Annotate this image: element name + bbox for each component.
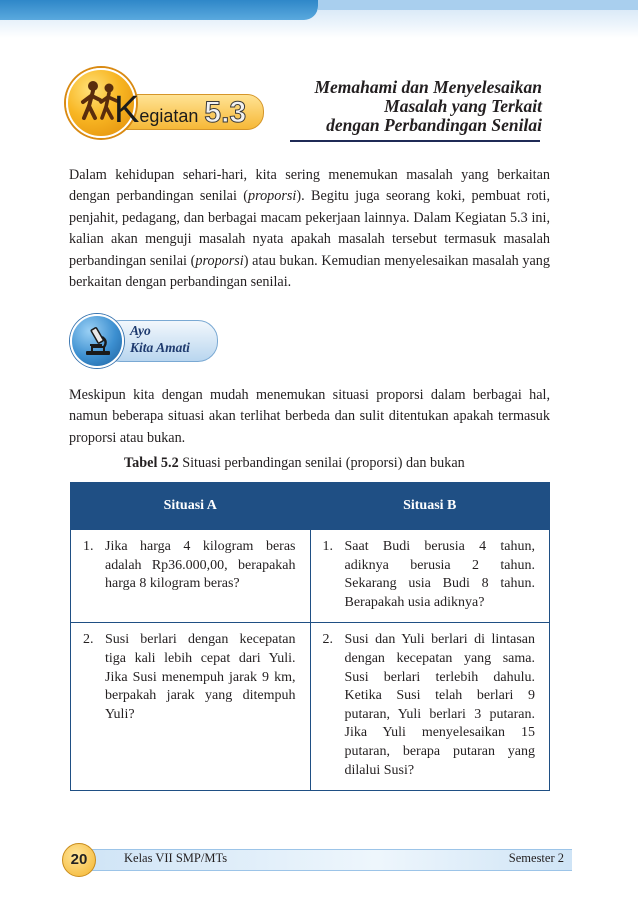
ayo-label: [130, 322, 190, 356]
title-underline: [290, 140, 540, 142]
ayo-label-line-2: Kita Amati: [130, 340, 190, 355]
ayo-badge-circle: [70, 314, 124, 368]
microscope-icon: [82, 325, 114, 362]
cell-situasi-b: [310, 623, 550, 791]
observe-paragraph: Meskipun kita dengan mudah menemukan situasi proporsi dalam berbagai hal, namun beberapa situasi akan terlihat berbeda dan sulit ditentukan apakah termasuk proporsi atau bukan.: [69, 387, 550, 446]
header-situasi-a: Situasi A: [71, 483, 311, 530]
top-strip-decoration: [318, 0, 638, 10]
intro-italic-2: proporsi: [195, 252, 244, 269]
intro-text-1: Dalam kehidupan sehari-hari, kita sering menemukan masalah yang berkaitan dengan perbandingan senilai (: [69, 167, 550, 205]
item-text: Saat Budi berusia 4 tahun, adiknya berusia 2 tahun. Sekarang usia Budi 8 tahun. Berapakah usia adiknya?: [344, 539, 535, 610]
table-header-row: [71, 483, 550, 530]
footer-semester: Semester 2: [508, 851, 564, 865]
kegiatan-letter: K: [114, 89, 140, 131]
kegiatan-label: [114, 88, 246, 132]
intro-italic-1: proporsi: [248, 188, 297, 205]
item-number: 1.: [322, 539, 333, 554]
section-title-line-1: Memahami dan Menyelesaikan: [314, 77, 542, 97]
section-title: [314, 78, 542, 135]
top-tab-decoration: [0, 0, 318, 20]
header-situasi-b: Situasi B: [310, 483, 550, 530]
table-caption: [124, 455, 465, 472]
kegiatan-word: egiatan: [139, 106, 199, 126]
page-footer: [62, 843, 572, 873]
table-row: [71, 623, 550, 791]
table-caption-text: Situasi perbandingan senilai (proporsi) dan bukan: [178, 455, 465, 471]
cell-situasi-a: [71, 530, 311, 623]
kegiatan-number: 5.3: [204, 96, 247, 129]
item-text: Susi berlari dengan kecepatan tiga kali lebih cepat dari Yuli. Jika Susi menempuh jarak 9 km, berpakah jarak yang ditempuh Yuli?: [105, 632, 296, 722]
item-number: 2.: [322, 632, 333, 648]
intro-text-3: ) atau bukan. Kemudian menyelesaikan masalah yang berkaitan dengan perbandingan senilai.: [69, 252, 550, 291]
section-title-line-2: Masalah yang Terkait: [384, 96, 542, 116]
ayo-label-line-1: Ayo: [130, 323, 151, 338]
cell-situasi-a: [71, 623, 311, 791]
ayo-kita-amati-badge: [70, 314, 220, 366]
cell-situasi-b: [310, 530, 550, 623]
item-text: Jika harga 4 kilogram beras adalah Rp36.000,00, berapakah harga 8 kilogram beras?: [105, 539, 296, 592]
intro-paragraph: [69, 165, 550, 293]
page-number: 20: [62, 843, 96, 877]
situation-table: [70, 482, 550, 791]
table-caption-label: Tabel 5.2: [124, 455, 179, 471]
kegiatan-badge: [66, 68, 266, 136]
footer-book-title: Kelas VII SMP/MTs: [124, 851, 228, 865]
item-text: Susi dan Yuli berlari di lintasan dengan kecepatan yang sama. Susi berlari terlebih dahulu. Ketika Susi telah berlari 9 putaran, Yuli berlari 3 putaran. Jika Yuli menyelesaikan 15 putaran, berapa putaran yang dilalui Susi?: [344, 632, 535, 778]
item-number: 1.: [83, 539, 94, 554]
table-row: [71, 530, 550, 623]
intro-text-2: ). Begitu juga seorang koki, pembuat roti, penjahit, pedagang, dan berbagai macam pekerjaan lainnya. Dalam Kegiatan 5.3 ini, kalian akan menguji masalah nyata apakah masalah tersebut termasuk masalah perbandingan senilai (: [69, 188, 550, 269]
section-title-line-3: dengan Perbandingan Senilai: [326, 115, 542, 135]
item-number: 2.: [83, 632, 94, 648]
